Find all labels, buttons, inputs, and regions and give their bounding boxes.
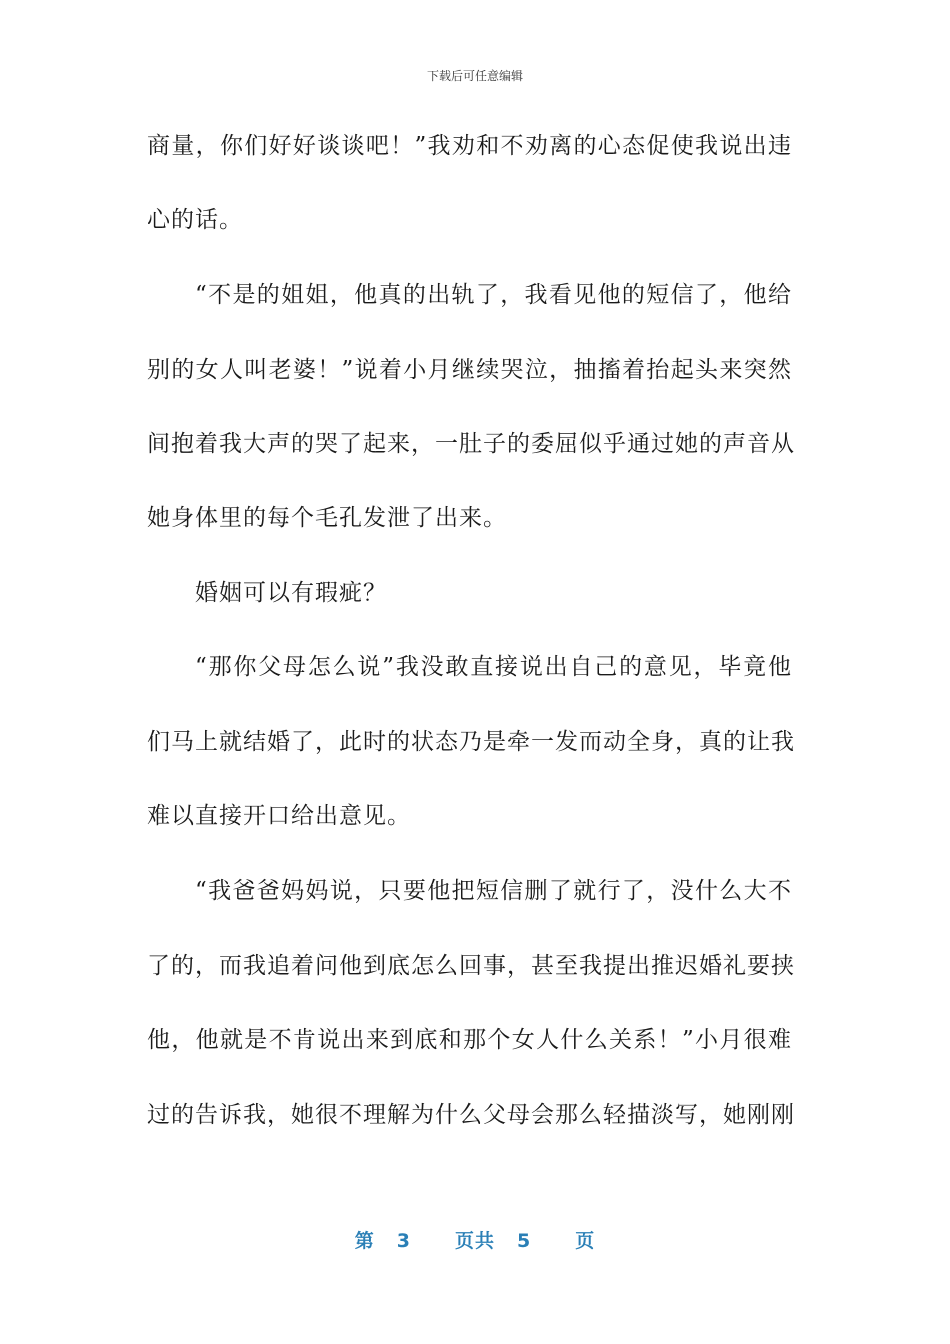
- body-line: 们马上就结婚了，此时的状态乃是牵一发而动全身，真的让我: [147, 729, 795, 755]
- body-line: “不是的姐姐，他真的出轨了，我看见他的短信了，他给: [195, 282, 792, 308]
- body-line: 他，他就是不肯说出来到底和那个女人什么关系！”小月很难: [147, 1027, 792, 1053]
- page-footer: [0, 1226, 950, 1253]
- body-line: “我爸爸妈妈说，只要他把短信删了就行了，没什么大不: [195, 878, 792, 904]
- page-header: 下载后可任意编辑: [426, 69, 523, 83]
- body-line: 商量，你们好好谈谈吧！”我劝和不劝离的心态促使我说出违: [147, 133, 792, 159]
- footer-prefix: 第: [354, 1230, 375, 1252]
- body-line: 难以直接开口给出意见。: [147, 803, 411, 829]
- body-line: 过的告诉我，她很不理解为什么父母会那么轻描淡写，她刚刚: [147, 1102, 795, 1128]
- body-line: 心的话。: [147, 207, 243, 233]
- body-line: 间抱着我大声的哭了起来，一肚子的委屈似乎通过她的声音从: [147, 431, 795, 457]
- footer-suffix: 页: [575, 1230, 596, 1252]
- current-page-number: 3: [396, 1230, 411, 1252]
- section-heading: 婚姻可以有瑕疵？: [195, 580, 387, 606]
- body-line: 了的，而我追着问他到底怎么回事，甚至我提出推迟婚礼要挟: [147, 953, 795, 979]
- total-pages-number: 5: [517, 1230, 532, 1252]
- footer-middle: 页共: [454, 1230, 495, 1252]
- body-line: 别的女人叫老婆！”说着小月继续哭泣，抽搐着抬起头来突然: [147, 357, 792, 383]
- body-line: “那你父母怎么说”我没敢直接说出自己的意见，毕竟他: [195, 654, 792, 680]
- body-line: 她身体里的每个毛孔发泄了出来。: [147, 505, 507, 531]
